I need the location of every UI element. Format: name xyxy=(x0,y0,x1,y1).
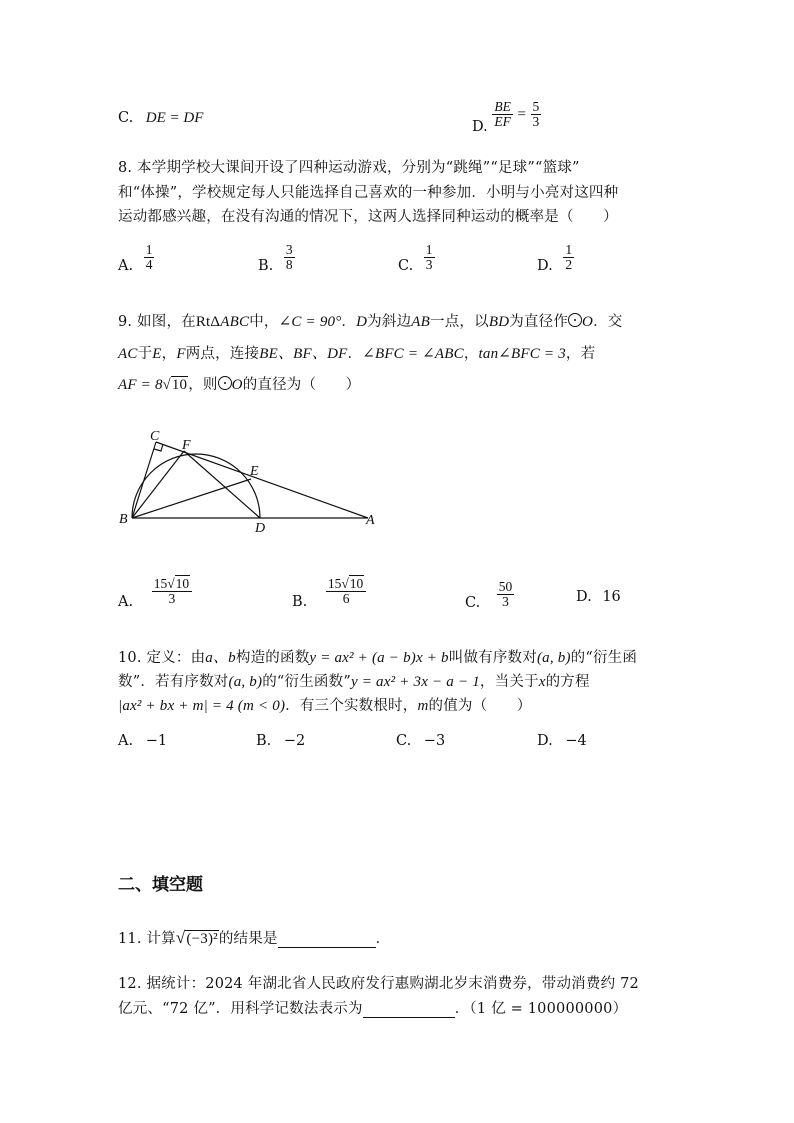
q8-option-a[interactable] xyxy=(118,243,154,272)
segment-bc xyxy=(132,442,156,518)
q10-stem-line-2: 数”．若有序数对(a, b)的“衍生函数”y = ax² + 3x − a − 1，当关于x的方程 xyxy=(118,674,590,690)
q12-stem-line-2: 亿元、“72 亿”．用科学记数法表示为 ．（1 亿 = 100000000） xyxy=(118,1001,628,1017)
option-expression: DE = DF xyxy=(145,110,204,126)
q10-option-b[interactable] xyxy=(256,733,305,749)
point-label-a: A xyxy=(366,513,375,528)
q12-answer-blank[interactable] xyxy=(363,1001,455,1018)
option-label: C. xyxy=(398,257,414,274)
point-label-e: E xyxy=(250,464,259,479)
q10-option-d[interactable] xyxy=(537,733,587,749)
option-fraction: $\frac{50}{3}$ xyxy=(498,579,513,610)
q9-stem-line-1: 9. 如图，在RtΔABC中，∠C = 90°．D为斜边AB一点，以BD为直径作 O．交 xyxy=(118,314,623,330)
option-label: B. xyxy=(292,593,308,610)
circle-dot-icon xyxy=(218,376,232,390)
option-fraction: $\frac{1}{3}$ xyxy=(425,242,433,273)
q9-option-b[interactable] xyxy=(292,576,366,610)
option-label: B. xyxy=(256,733,272,749)
option-label: A. xyxy=(118,593,134,610)
q9-stem-line-3: AF = 8√10，则 O的直径为（ ） xyxy=(118,377,361,393)
q12-stem-line-1: 12. 据统计：2024 年湖北省人民政府发行惠购湖北岁末消费券，带动消费约 72 xyxy=(118,976,639,992)
option-label: C. xyxy=(465,594,481,611)
option-value: 16 xyxy=(602,589,621,605)
option-value: −2 xyxy=(283,733,306,749)
q9-option-c[interactable] xyxy=(465,580,514,609)
q10-stem-line-1: 10. 定义：由a、b构造的函数y = ax² + (a − b)x + b叫做有序数对(a, b)的“衍生函 xyxy=(118,650,638,666)
q11-answer-blank[interactable] xyxy=(278,931,376,948)
q9-option-d[interactable] xyxy=(576,589,621,605)
option-label: A. xyxy=(118,257,134,274)
q11-stem: 11. 计算√(−3)²的结果是 ． xyxy=(118,928,391,947)
q8-stem-line-2: 和“体操”，学校规定每人只能选择自己喜欢的一种参加．小明与小亮对这四种 xyxy=(118,185,619,201)
option-value: −1 xyxy=(145,733,168,749)
section-heading-fill-in: 二、填空题 xyxy=(118,875,203,895)
option-label: C. xyxy=(396,733,412,749)
q10-stem-line-3: |ax² + bx + m| = 4 (m < 0)．有三个实数根时，m的值为（ ） xyxy=(118,698,532,714)
option-label: B. xyxy=(258,257,274,274)
q10-option-a[interactable] xyxy=(118,733,167,749)
fraction-be-ef: $\frac{BE}{EF}$ xyxy=(494,99,511,130)
q9-geometry-figure xyxy=(110,425,390,540)
option-value: −4 xyxy=(565,733,587,749)
point-label-f: F xyxy=(182,438,191,453)
segment-ca xyxy=(156,442,368,518)
option-fraction: $\frac{1}{2}$ xyxy=(565,242,573,273)
q9-stem-line-2: AC于E，F两点，连接BE、BF、DF．∠BFC = ∠ABC，tan∠BFC = 3，若 xyxy=(118,346,596,362)
option-fraction: $\frac{1}{4}$ xyxy=(145,242,153,273)
option-fraction: $\frac{3}{8}$ xyxy=(285,242,293,273)
q8-option-c[interactable] xyxy=(398,243,435,272)
point-label-d: D xyxy=(255,521,266,536)
segment-be xyxy=(132,479,251,518)
option-label: D. xyxy=(576,589,592,605)
option-label: A. xyxy=(118,733,134,749)
q7-option-d[interactable]: D. $\frac{BE}{EF}$ = $\frac{5}{3}$ xyxy=(472,99,540,135)
option-fraction: $\frac{15√10}{6}$ xyxy=(326,577,366,606)
q9-option-a[interactable] xyxy=(118,576,192,610)
segment-fd xyxy=(184,451,260,518)
segment-bf xyxy=(132,451,184,518)
option-fraction: $\frac{15√10}{3}$ xyxy=(152,577,192,606)
q10-option-c[interactable] xyxy=(396,733,445,749)
q8-option-b[interactable] xyxy=(258,243,295,272)
option-label: D. xyxy=(537,733,553,749)
option-label: C. xyxy=(118,110,134,126)
fraction-five-thirds: $\frac{5}{3}$ xyxy=(532,99,540,130)
q8-stem-line-3: 运动都感兴趣，在没有沟通的情况下，这两人选择同种运动的概率是（ ） xyxy=(118,209,618,225)
point-label-b: B xyxy=(119,512,128,527)
q8-stem-line-1: 8. 本学期学校大课间开设了四种运动游戏，分别为“跳绳”“足球”“篮球” xyxy=(118,160,580,176)
circle-dot-icon xyxy=(568,313,582,327)
q7-option-c[interactable] xyxy=(118,110,203,127)
q8-option-d[interactable] xyxy=(537,243,574,272)
semicircle-arc xyxy=(132,454,260,518)
option-value: −3 xyxy=(423,733,446,749)
point-label-c: C xyxy=(150,429,160,444)
option-label: D. xyxy=(537,257,553,274)
option-label: D. xyxy=(472,118,488,135)
